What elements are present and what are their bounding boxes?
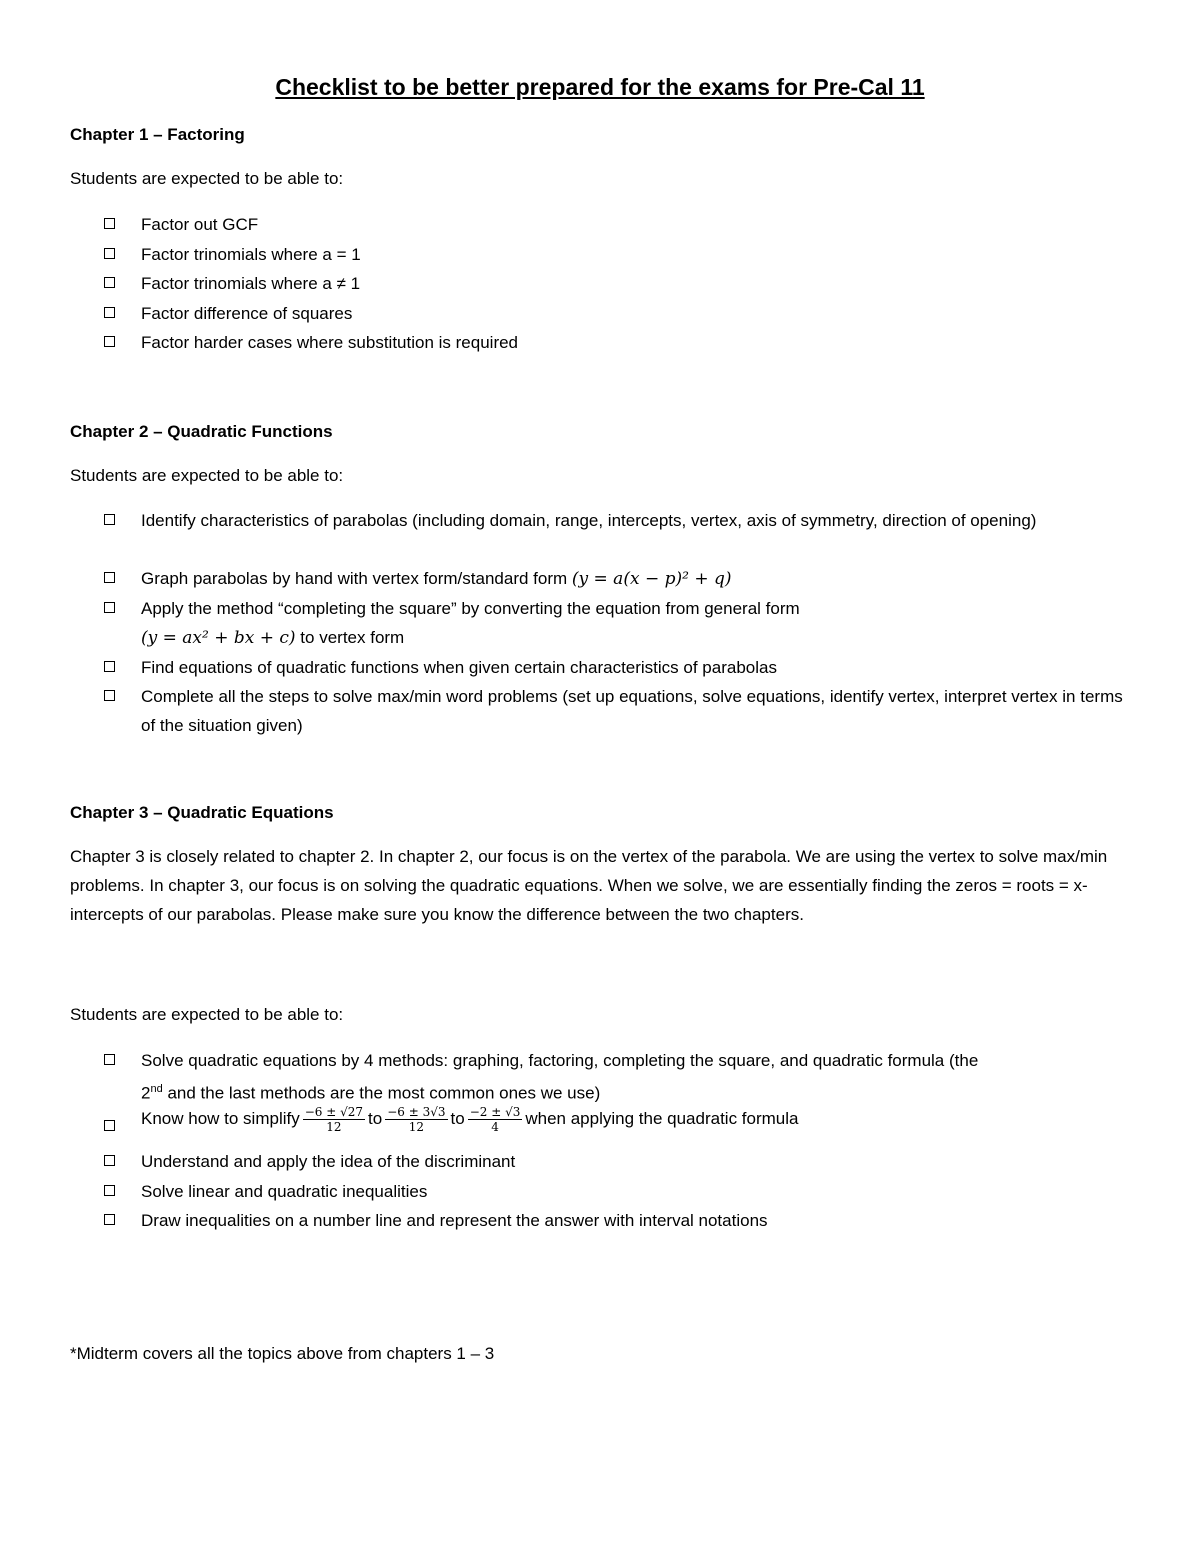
checkbox[interactable] (104, 1214, 115, 1225)
chapter3-intro: Students are expected to be able to: (70, 1005, 344, 1024)
chapter3-paragraph: Chapter 3 is closely related to chapter 2. In chapter 2, our focus is on the vertex of the parabola. We are using the vertex to solve max/min problems. In chapter 3, our focus is on solving the quadratic equations. When we solve, we are essentially finding the zeros = roots = x-intercepts of our parabolas. Please make sure you know the difference between the two chapters. (70, 847, 1108, 924)
checklist-item-text: Factor out GCF (141, 215, 259, 234)
checklist-item-text: Factor harder cases where substitution is required (141, 333, 519, 352)
checkbox[interactable] (104, 248, 115, 259)
document-title: Checklist to be better prepared for the exams for Pre-Cal 11 (275, 74, 925, 100)
checklist-item-text: Find equations of quadratic functions when given certain characteristics of parabolas (141, 658, 777, 677)
checklist-item-text: Understand and apply the idea of the discriminant (141, 1152, 516, 1171)
checklist-item-text: Graph parabolas by hand with vertex form/standard form (y = a(x − p)² + q) (141, 569, 732, 589)
checklist-item-text: Apply the method “completing the square” by converting the equation from general form (141, 599, 800, 618)
fraction-2: $\frac{-6 \pm 3√3}{12}$ (387, 1105, 446, 1135)
checklist-item-text: Factor difference of squares (141, 304, 353, 323)
checkbox[interactable] (104, 1185, 115, 1196)
checkbox[interactable] (104, 514, 115, 525)
checklist-item-text: Solve linear and quadratic inequalities (141, 1182, 428, 1201)
checkbox[interactable] (104, 277, 115, 288)
vertex-form-equation: (y = a(x − p)² + q) (571, 569, 732, 589)
fraction-3: $\frac{-2 \pm √3}{4}$ (469, 1105, 521, 1135)
checkbox[interactable] (104, 602, 115, 613)
checklist-item-text: Draw inequalities on a number line and represent the answer with interval notations (141, 1211, 768, 1230)
checkbox[interactable] (104, 1120, 115, 1131)
checklist-item-text: Factor trinomials where a = 1 (141, 245, 361, 264)
checkbox[interactable] (104, 1155, 115, 1166)
document-page: Checklist to be better prepared for the exams for Pre-Cal 11 Chapter 1 – Factoring Students are expected to be able to: Factor out GCF Factor trinomials where a = 1 Factor trinomials where a ≠ 1 Factor difference of squares Factor harder cases where substitution is required Chapter 2 – Quadratic Functions Students are expected to be able to: Identify characteristics of parabolas (including domain, range, intercepts, vertex, axis of symmetry, direction of opening) Graph parabolas by hand with vertex form/standard form (y = a(x − p)² + q) Apply the method “completing the square” by converting the equation from general form (y = ax² + bx + c) to vertex form Find equations of quadratic functions when given certain characteristics of parabolas Complete all the steps to solve max/min word problems (set up equations, solve equations, identify vertex, interpret vertex in terms of the situation given) Chapter 3 – Quadratic Equations Chapter 3 is closely related to chapter 2. In chapter 2, our focus is on the vertex of the parabola. We are using the vertex to solve max/min problems. In chapter 3, our focus is on solving the quadratic equations. When we solve, we are essentially finding the zeros = roots = x-intercepts of our parabolas. Please make sure you know the difference between the two chapters. Students are expected to be able to: Solve quadratic equations by 4 methods: graphing, factoring, completing the square, and quadratic formula (the 2nd and the last methods are the most common ones we use) Know how to simplify $\frac{-6 \pm √27}{12}$ to $\frac{-6 \pm 3√3}{12}$ to $\frac{-2 \pm √3}{4}$ when applying the quadratic formula Understand and apply the idea of the discriminant Solve linear and quadratic inequalities Draw inequalities on a number line and represent the answer with interval notations *Midterm covers all the topics above from chapters 1 – 3 (0, 0, 1200, 1553)
chapter2-intro: Students are expected to be able to: (70, 466, 344, 485)
checkbox[interactable] (104, 218, 115, 229)
fraction-1: $\frac{-6 \pm √27}{12}$ (304, 1105, 364, 1135)
chapter3-heading: Chapter 3 – Quadratic Equations (70, 803, 334, 822)
checklist-item-text: Factor trinomials where a ≠ 1 (141, 274, 361, 293)
checkbox[interactable] (104, 572, 115, 583)
checklist-item-text: Complete all the steps to solve max/min word problems (set up equations, solve equations, identify vertex, interpret vertex in terms of the situation given) (141, 687, 1123, 735)
chapter1-heading: Chapter 1 – Factoring (70, 125, 245, 144)
chapter1-intro: Students are expected to be able to: (70, 169, 344, 188)
footnote: *Midterm covers all the topics above from chapters 1 – 3 (70, 1344, 495, 1363)
chapter2-heading: Chapter 2 – Quadratic Functions (70, 422, 333, 441)
checkbox[interactable] (104, 661, 115, 672)
checkbox[interactable] (104, 690, 115, 701)
checkbox[interactable] (104, 307, 115, 318)
checklist-item-text: Know how to simplify $\frac{-6 \pm √27}{12}$ to $\frac{-6 \pm 3√3}{12}$ to $\frac{-2 \pm √3}{4}$ when applying the quadratic formula (141, 1105, 799, 1135)
checklist-item-text: Identify characteristics of parabolas (including domain, range, intercepts, vertex, axis of symmetry, direction of opening) (141, 511, 1037, 530)
checkbox[interactable] (104, 1054, 115, 1065)
checkbox[interactable] (104, 336, 115, 347)
general-form-equation: (y = ax² + bx + c) (141, 628, 296, 648)
checklist-item-text: Solve quadratic equations by 4 methods: graphing, factoring, completing the square, and quadratic formula (the (141, 1051, 979, 1070)
